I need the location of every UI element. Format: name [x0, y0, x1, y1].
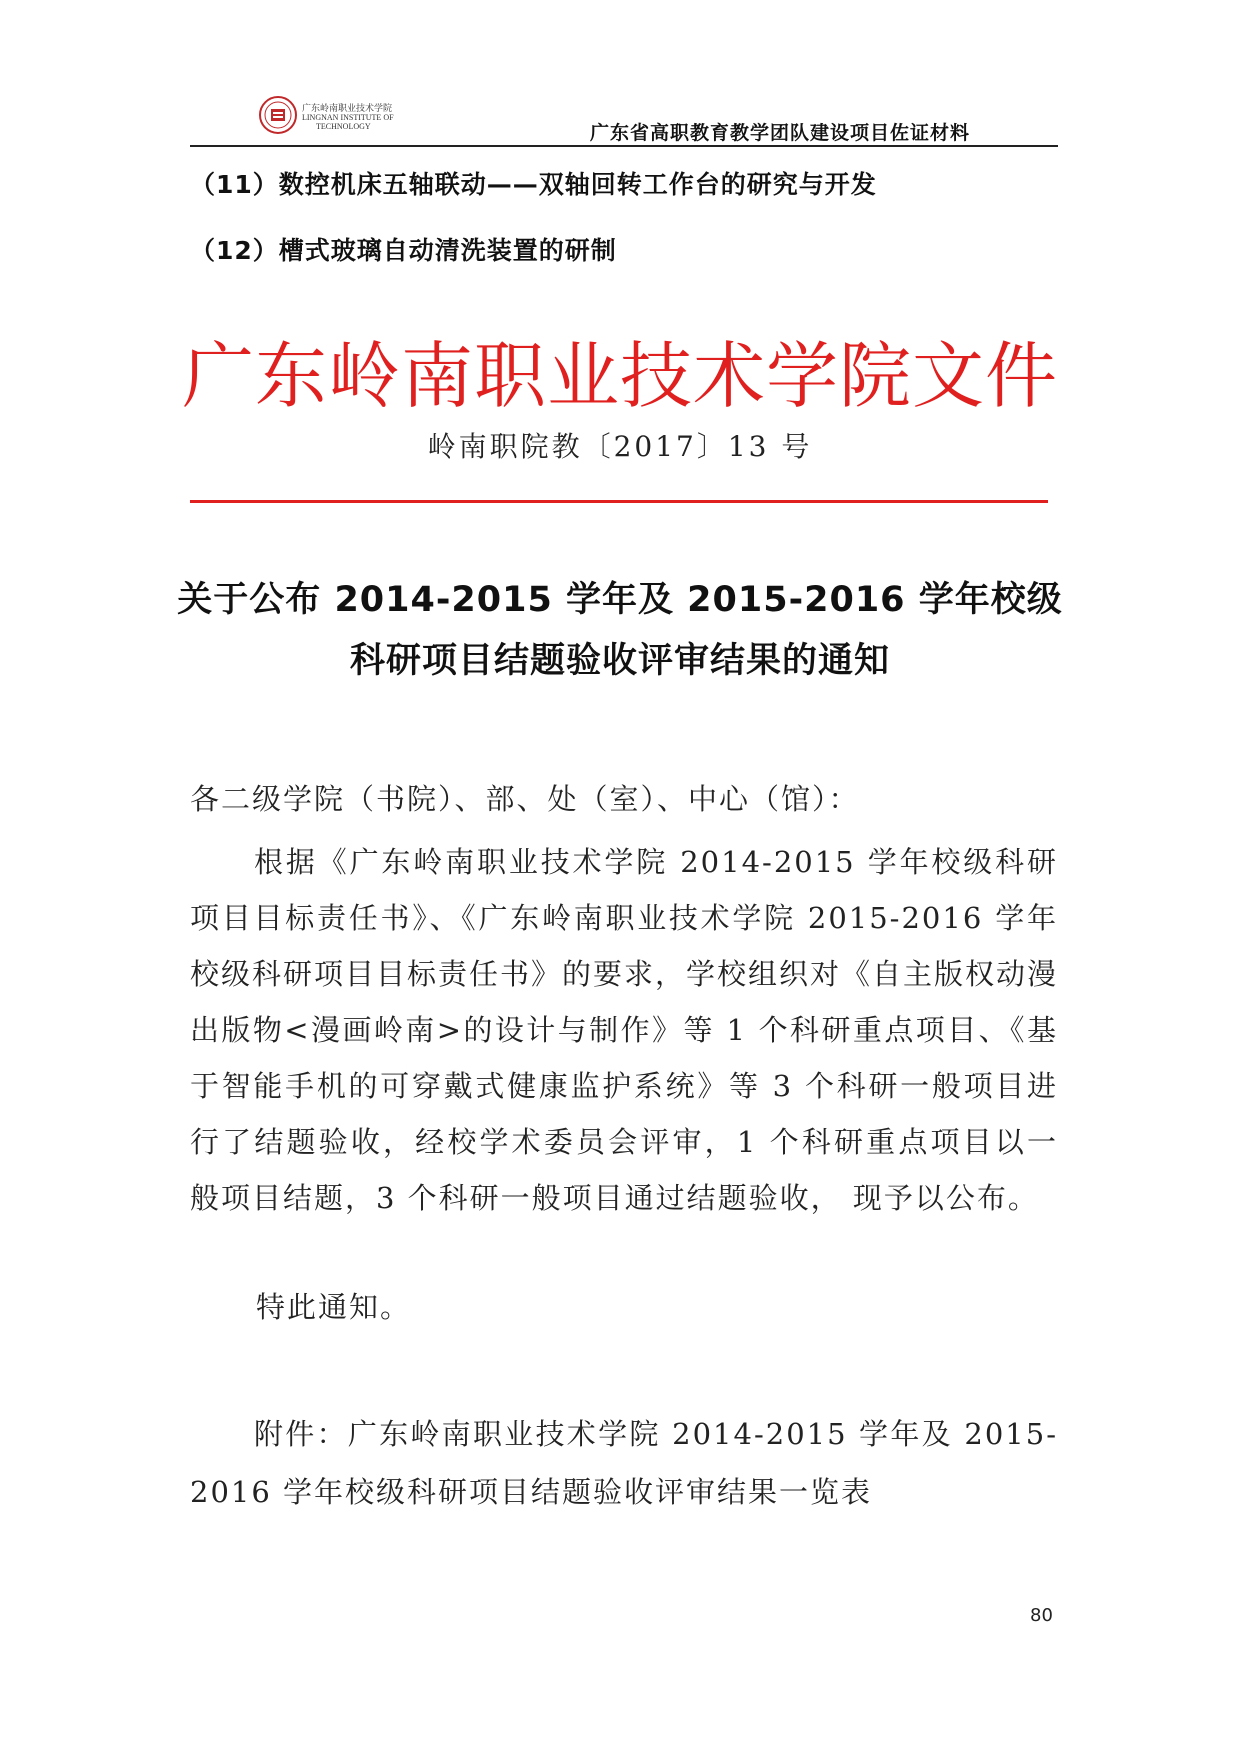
letterhead-red-divider [190, 500, 1048, 503]
notice-title-line1: 关于公布 2014-2015 学年及 2015-2016 学年校级 [177, 580, 1063, 620]
notice-main-paragraph: 根据《广东岭南职业技术学院 2014-2015 学年校级科研项目目标责任书》、《广东岭南职业技术学院 2015-2016 学年校级科研项目目标责任书》的要求，学校组织对《自主版权动漫出版物<漫画岭南>的设计与制作》等 1 个科研重点项目、《基于智能手机的可穿戴式健康监护系统》等 3 个科研一般项目进行了结题验收，经校学术委员会评审，1 个科研重点项目以一般项目结题，3 个科研一般项目通过结题验收， 现予以公布。 [190, 845, 1059, 1215]
notice-addressee: 各二级学院（书院）、部、处（室）、中心（馆）： [190, 782, 860, 816]
logo-name-en-line1: LINGNAN INSTITUTE OF [302, 113, 394, 122]
document-number: 岭南职院教〔2017〕13 号 [427, 430, 813, 463]
logo-name-cn: 广东岭南职业技术学院 [302, 104, 393, 114]
project-item-12: （12）槽式玻璃自动清洗装置的研制 [190, 236, 617, 265]
school-seal-icon [258, 95, 298, 135]
page-number: 80 [1030, 1605, 1053, 1626]
notice-title-line2: 科研项目结题验收评审结果的通知 [349, 641, 890, 681]
document-letterhead: 广东岭南职业技术学院文件 [181, 334, 1058, 418]
header-title: 广东省高职教育教学团队建设项目佐证材料 [590, 122, 971, 144]
logo-name-en-line2: TECHNOLOGY [316, 122, 371, 131]
notice-attachment: 附件：广东岭南职业技术学院 2014-2015 学年及 2015-2016 学年校级科研项目结题验收评审结果一览表 [190, 1417, 1058, 1509]
project-item-11: （11）数控机床五轴联动——双轴回转工作台的研究与开发 [190, 170, 877, 199]
logo-name-en [302, 113, 394, 131]
notice-closing: 特此通知。 [256, 1290, 412, 1324]
header-divider [190, 145, 1058, 147]
school-logo [258, 95, 408, 139]
